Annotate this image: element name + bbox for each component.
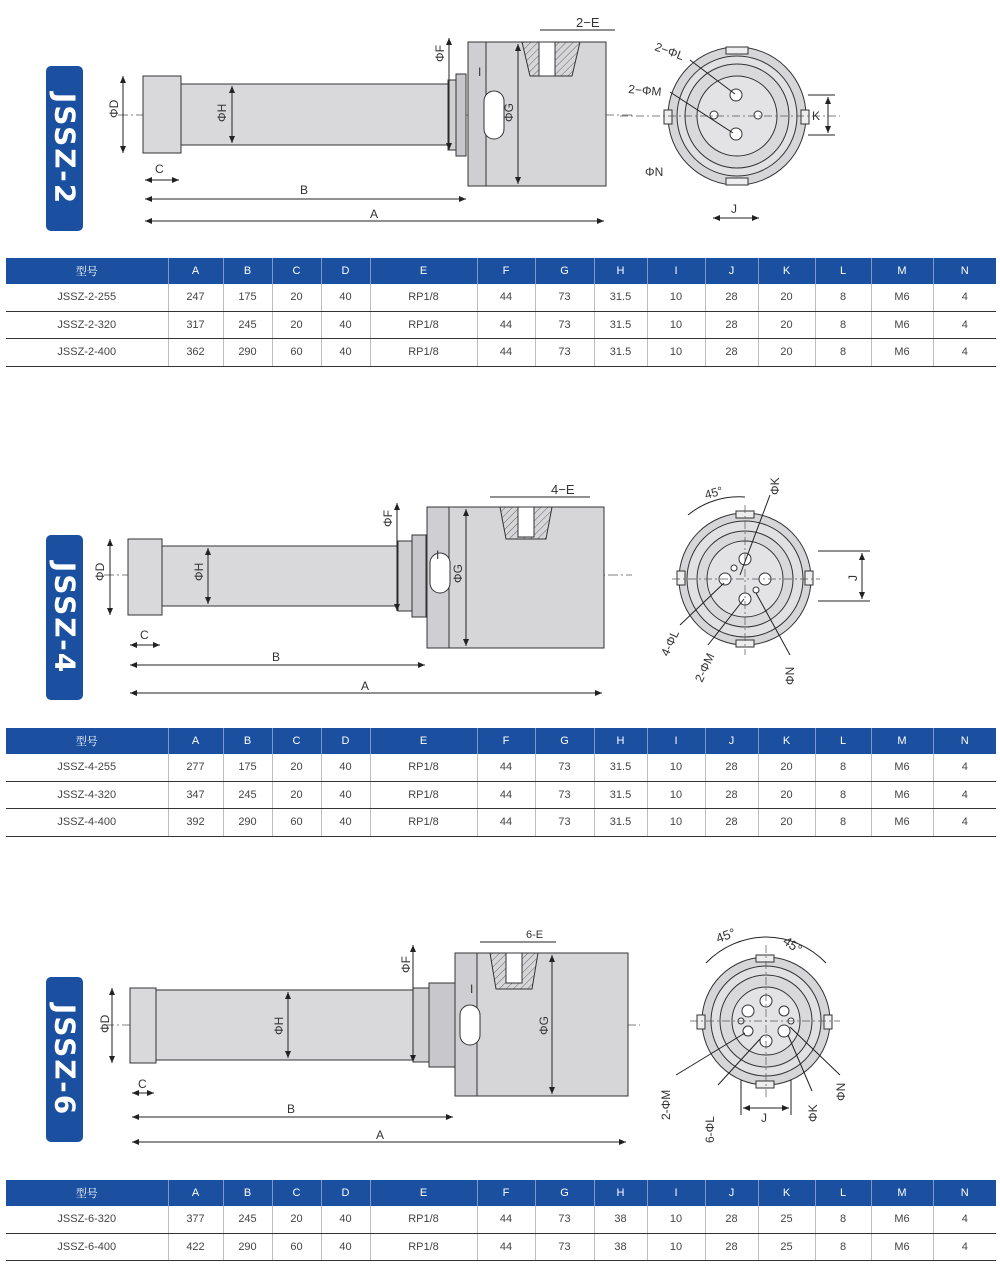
dim-a: A xyxy=(361,679,370,693)
table-cell: 31.5 xyxy=(594,339,647,367)
end-l: 6-ΦL xyxy=(703,1116,717,1143)
table-cell: 10 xyxy=(647,339,705,367)
table-cell: 31.5 xyxy=(594,809,647,837)
table-cell: 20 xyxy=(758,339,815,367)
table-cell: 377 xyxy=(168,1206,223,1233)
table-cell: 10 xyxy=(647,284,705,311)
table-cell: 73 xyxy=(535,809,594,837)
dim-f: ΦF xyxy=(381,510,395,527)
table-cell: 8 xyxy=(815,809,871,837)
table-cell: 10 xyxy=(647,754,705,781)
dim-h: ΦH xyxy=(272,1016,286,1035)
end-n: ΦN xyxy=(783,666,797,685)
column-header: 型号 xyxy=(6,728,168,754)
table-cell: 10 xyxy=(647,1233,705,1261)
table-cell: 175 xyxy=(223,284,272,311)
column-header: A xyxy=(168,728,223,754)
table-cell: 247 xyxy=(168,284,223,311)
dim-i: I xyxy=(478,65,482,79)
table-cell: 60 xyxy=(272,1233,321,1261)
table-cell: 73 xyxy=(535,1206,594,1233)
spec-table xyxy=(6,1180,996,1261)
table-cell: 44 xyxy=(477,1206,535,1233)
table-cell: 44 xyxy=(477,754,535,781)
table-cell: RP1/8 xyxy=(370,1206,477,1233)
table-cell: M6 xyxy=(871,1206,933,1233)
table-cell: 8 xyxy=(815,311,871,339)
column-header: M xyxy=(871,728,933,754)
table-cell: 40 xyxy=(321,1233,370,1261)
table-cell: 44 xyxy=(477,1233,535,1261)
table-cell: 8 xyxy=(815,781,871,809)
column-header: B xyxy=(223,728,272,754)
dim-d: ΦD xyxy=(93,562,107,581)
table-cell: M6 xyxy=(871,1233,933,1261)
model-title: JSSZ-6 xyxy=(48,1003,81,1116)
dim-h: ΦH xyxy=(215,103,229,122)
dim-e: 4−E xyxy=(551,482,575,497)
table-cell: 290 xyxy=(223,339,272,367)
end-m: 2-ΦM xyxy=(659,1089,673,1120)
table-cell: 40 xyxy=(321,1206,370,1233)
table-cell: 4 xyxy=(933,284,996,311)
table-cell: 4 xyxy=(933,1206,996,1233)
table-cell: 20 xyxy=(272,311,321,339)
end-l: 2−ΦL xyxy=(652,39,686,64)
table-cell: 175 xyxy=(223,754,272,781)
table-cell: 40 xyxy=(321,809,370,837)
column-header: H xyxy=(594,728,647,754)
column-header: K xyxy=(758,1180,815,1206)
table-cell: 4 xyxy=(933,809,996,837)
table-cell: 28 xyxy=(705,311,758,339)
model-title: JSSZ-2 xyxy=(48,92,81,205)
table-cell: M6 xyxy=(871,809,933,837)
table-cell: M6 xyxy=(871,311,933,339)
column-header: F xyxy=(477,1180,535,1206)
table-cell: 245 xyxy=(223,311,272,339)
column-header: D xyxy=(321,258,370,284)
column-header: M xyxy=(871,1180,933,1206)
table-cell: 73 xyxy=(535,284,594,311)
table-cell: 60 xyxy=(272,339,321,367)
table-row xyxy=(6,339,996,367)
column-header: F xyxy=(477,258,535,284)
end-angle-1: 45° xyxy=(713,924,738,946)
dim-a: A xyxy=(370,207,379,221)
dim-b: B xyxy=(300,183,309,197)
side-view-drawing xyxy=(0,915,1000,1155)
table-cell: 40 xyxy=(321,311,370,339)
column-header: J xyxy=(705,728,758,754)
table-cell: RP1/8 xyxy=(370,311,477,339)
end-n: ΦN xyxy=(834,1082,848,1101)
table-cell: 20 xyxy=(758,754,815,781)
table-cell: RP1/8 xyxy=(370,809,477,837)
table-row xyxy=(6,1206,996,1233)
table-row xyxy=(6,781,996,809)
table-cell: 20 xyxy=(272,284,321,311)
table-cell: 20 xyxy=(758,781,815,809)
table-cell: 8 xyxy=(815,284,871,311)
table-cell: JSSZ-4-400 xyxy=(6,809,168,837)
table-cell: 4 xyxy=(933,781,996,809)
table-cell: 73 xyxy=(535,754,594,781)
table-cell: 28 xyxy=(705,809,758,837)
end-n: ΦN xyxy=(645,165,664,179)
table-cell: 10 xyxy=(647,781,705,809)
dim-d: ΦD xyxy=(107,99,121,118)
table-cell: 44 xyxy=(477,284,535,311)
column-header: G xyxy=(535,728,594,754)
table-row xyxy=(6,1233,996,1261)
table-cell: JSSZ-6-400 xyxy=(6,1233,168,1261)
table-cell: JSSZ-2-255 xyxy=(6,284,168,311)
column-header: M xyxy=(871,258,933,284)
column-header: H xyxy=(594,1180,647,1206)
dim-i: I xyxy=(436,548,440,562)
table-header xyxy=(6,258,996,284)
table-cell: 31.5 xyxy=(594,781,647,809)
table-cell: 40 xyxy=(321,339,370,367)
dim-f: ΦF xyxy=(433,45,447,62)
table-row xyxy=(6,284,996,311)
table-cell: 290 xyxy=(223,809,272,837)
column-header: 型号 xyxy=(6,1180,168,1206)
table-cell: JSSZ-2-400 xyxy=(6,339,168,367)
end-j: J xyxy=(731,202,737,216)
table-cell: 392 xyxy=(168,809,223,837)
table-cell: 44 xyxy=(477,809,535,837)
table-cell: RP1/8 xyxy=(370,284,477,311)
dim-g: ΦG xyxy=(502,103,516,122)
table-cell: JSSZ-4-320 xyxy=(6,781,168,809)
column-header: E xyxy=(370,1180,477,1206)
table-cell: 28 xyxy=(705,1233,758,1261)
table-cell: 10 xyxy=(647,311,705,339)
end-angle: 45° xyxy=(703,483,725,502)
dim-b: B xyxy=(287,1102,296,1116)
end-l: 4-ΦL xyxy=(658,627,683,659)
table-cell: JSSZ-6-320 xyxy=(6,1206,168,1233)
column-header: A xyxy=(168,258,223,284)
table-cell: 8 xyxy=(815,1233,871,1261)
dim-e: 6-E xyxy=(526,929,544,941)
table-cell: RP1/8 xyxy=(370,781,477,809)
column-header: K xyxy=(758,728,815,754)
column-header: D xyxy=(321,728,370,754)
table-cell: 20 xyxy=(758,311,815,339)
table-cell: M6 xyxy=(871,284,933,311)
column-header: L xyxy=(815,1180,871,1206)
end-k: ΦK xyxy=(806,1104,820,1122)
column-header: L xyxy=(815,258,871,284)
dim-f: ΦF xyxy=(399,956,413,973)
table-cell: 38 xyxy=(594,1233,647,1261)
table-cell: 245 xyxy=(223,781,272,809)
table-cell: 28 xyxy=(705,754,758,781)
table-cell: 38 xyxy=(594,1206,647,1233)
table-cell: 44 xyxy=(477,339,535,367)
dim-i: I xyxy=(470,982,474,996)
table-cell: 20 xyxy=(758,284,815,311)
dim-c: C xyxy=(155,162,164,176)
column-header: 型号 xyxy=(6,258,168,284)
table-cell: 277 xyxy=(168,754,223,781)
table-row xyxy=(6,754,996,781)
table-cell: 347 xyxy=(168,781,223,809)
column-header: A xyxy=(168,1180,223,1206)
table-cell: 28 xyxy=(705,339,758,367)
column-header: C xyxy=(272,258,321,284)
end-k: K xyxy=(812,109,821,123)
table-cell: 31.5 xyxy=(594,284,647,311)
table-cell: JSSZ-4-255 xyxy=(6,754,168,781)
table-cell: 73 xyxy=(535,781,594,809)
table-cell: M6 xyxy=(871,754,933,781)
table-cell: 8 xyxy=(815,754,871,781)
table-cell: 28 xyxy=(705,284,758,311)
table-cell: 40 xyxy=(321,781,370,809)
table-cell: 8 xyxy=(815,339,871,367)
column-header: I xyxy=(647,728,705,754)
table-cell: 10 xyxy=(647,1206,705,1233)
column-header: N xyxy=(933,728,996,754)
dim-e: 2−E xyxy=(576,15,600,30)
table-row xyxy=(6,809,996,837)
column-header: E xyxy=(370,258,477,284)
column-header: G xyxy=(535,1180,594,1206)
column-header: F xyxy=(477,728,535,754)
table-cell: 25 xyxy=(758,1206,815,1233)
table-cell: 4 xyxy=(933,754,996,781)
spec-table xyxy=(6,728,996,837)
column-header: J xyxy=(705,1180,758,1206)
table-header xyxy=(6,1180,996,1206)
end-m: 2-ΦM xyxy=(692,650,718,685)
spec-table xyxy=(6,258,996,367)
column-header: C xyxy=(272,1180,321,1206)
column-header: L xyxy=(815,728,871,754)
table-cell: RP1/8 xyxy=(370,339,477,367)
table-cell: RP1/8 xyxy=(370,1233,477,1261)
table-cell: 362 xyxy=(168,339,223,367)
table-cell: RP1/8 xyxy=(370,754,477,781)
column-header: J xyxy=(705,258,758,284)
dim-h: ΦH xyxy=(192,562,206,581)
side-view-drawing xyxy=(0,475,1000,705)
column-header: K xyxy=(758,258,815,284)
table-cell: 73 xyxy=(535,311,594,339)
table-cell: 4 xyxy=(933,339,996,367)
table-cell: M6 xyxy=(871,781,933,809)
column-header: B xyxy=(223,1180,272,1206)
table-cell: 31.5 xyxy=(594,754,647,781)
table-cell: 40 xyxy=(321,754,370,781)
column-header: D xyxy=(321,1180,370,1206)
table-header xyxy=(6,728,996,754)
column-header: N xyxy=(933,258,996,284)
table-cell: M6 xyxy=(871,339,933,367)
table-cell: 73 xyxy=(535,1233,594,1261)
end-k: ΦK xyxy=(768,477,782,495)
table-cell: 44 xyxy=(477,311,535,339)
table-cell: 4 xyxy=(933,1233,996,1261)
table-cell: 4 xyxy=(933,311,996,339)
dim-g: ΦG xyxy=(537,1016,551,1035)
column-header: H xyxy=(594,258,647,284)
dim-d: ΦD xyxy=(98,1014,112,1033)
dim-b: B xyxy=(272,650,281,664)
table-cell: 44 xyxy=(477,781,535,809)
table-cell: 422 xyxy=(168,1233,223,1261)
table-cell: 8 xyxy=(815,1206,871,1233)
column-header: I xyxy=(647,1180,705,1206)
dim-g: ΦG xyxy=(451,564,465,583)
table-cell: 31.5 xyxy=(594,311,647,339)
table-cell: 10 xyxy=(647,809,705,837)
end-angle-2: 45° xyxy=(780,933,805,957)
column-header: C xyxy=(272,728,321,754)
table-cell: 60 xyxy=(272,809,321,837)
dim-c: C xyxy=(138,1077,147,1091)
table-cell: 290 xyxy=(223,1233,272,1261)
table-cell: 20 xyxy=(272,754,321,781)
table-cell: 20 xyxy=(272,781,321,809)
table-cell: 73 xyxy=(535,339,594,367)
table-cell: JSSZ-2-320 xyxy=(6,311,168,339)
table-cell: 40 xyxy=(321,284,370,311)
end-j: J xyxy=(846,575,860,581)
end-j: J xyxy=(761,1111,767,1125)
column-header: I xyxy=(647,258,705,284)
side-view-drawing xyxy=(0,0,1000,250)
table-cell: 28 xyxy=(705,781,758,809)
column-header: E xyxy=(370,728,477,754)
table-cell: 25 xyxy=(758,1233,815,1261)
table-cell: 245 xyxy=(223,1206,272,1233)
column-header: G xyxy=(535,258,594,284)
end-m: 2−ΦM xyxy=(627,82,663,99)
table-cell: 28 xyxy=(705,1206,758,1233)
model-title: JSSZ-4 xyxy=(48,561,81,674)
table-cell: 317 xyxy=(168,311,223,339)
table-row xyxy=(6,311,996,339)
column-header: B xyxy=(223,258,272,284)
dim-a: A xyxy=(376,1128,385,1142)
table-cell: 20 xyxy=(758,809,815,837)
dim-c: C xyxy=(140,628,149,642)
column-header: N xyxy=(933,1180,996,1206)
table-cell: 20 xyxy=(272,1206,321,1233)
